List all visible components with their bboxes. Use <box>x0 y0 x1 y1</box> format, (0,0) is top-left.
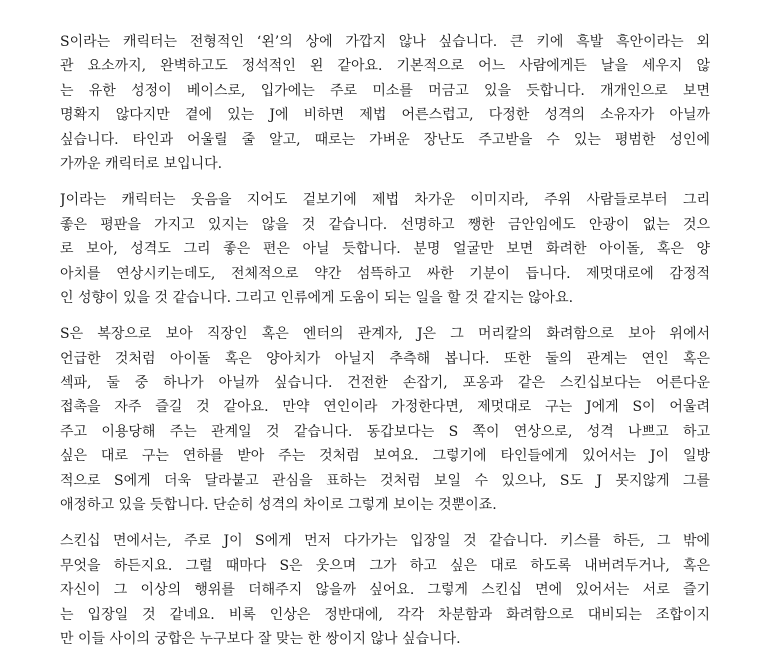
text-line: 가까운 캐릭터로 보입니다. <box>60 155 223 172</box>
text-line: J이라는 캐릭터는 웃음을 지어도 겉보기에 제법 차가운 이미지라, 주위 사람들로부터 그리 <box>60 192 710 209</box>
text-line: 명확지 않다지만 곁에 있는 J에 비하면 제법 어른스럽고, 다정한 성격의 소유자가 아닐까 <box>60 107 710 124</box>
text-line: 만 이들 사이의 궁합은 누구보다 잘 맞는 한 쌍이지 않나 싶습니다. <box>60 630 461 647</box>
paragraph-relationship <box>60 322 710 517</box>
text-line: 스킨십 면에서는, 주로 J이 S에게 먼저 다가가는 입장일 것 같습니다. 키스를 하든, 그 밖에 <box>60 533 710 550</box>
text-line: 아치를 연상시키는데도, 전체적으로 약간 섬뜩하고 싸한 기분이 듭니다. 제멋대로에 감정적 <box>60 265 710 282</box>
text-line: S이라는 캐릭터는 전형적인 ‘왼’의 상에 가깝지 않나 싶습니다. 큰 키에 흑발 흑안이라는 외 <box>60 34 710 50</box>
text-line: 싶습니다. 타인과 어울릴 줄 알고, 때로는 가벼운 장난도 주고받을 수 있는 평범한 성인에 <box>60 131 710 148</box>
text-line: S은 복장으로 보아 직장인 혹은 엔터의 관계자, J은 그 머리칼의 화려함으로 보아 위에서 <box>60 326 710 343</box>
paragraph-skinship <box>60 529 710 651</box>
text-line: 적으로 S에게 더욱 달라붙고 관심을 표하는 것처럼 보일 수 있으나, S도 J 못지않게 그를 <box>60 472 710 489</box>
text-line: 는 유한 성정이 베이스로, 입가에는 주로 미소를 머금고 있을 듯합니다. 개개인으로 보면 <box>60 82 710 99</box>
text-line: 애정하고 있을 듯합니다. 단순히 성격의 차이로 그렇게 보이는 것뿐이죠. <box>60 497 497 514</box>
text-line: 접촉을 자주 즐길 것 같아요. 만약 연인이라 가정한다면, 제멋대로 구는 J에게 S이 어울려 <box>60 399 710 416</box>
text-line: 로 보아, 성격도 그리 좋은 편은 아닐 듯합니다. 분명 얼굴만 보면 화려한 아이돌, 혹은 양 <box>60 241 710 258</box>
text-line: 좋은 평판을 가지고 있지는 않을 것 같습니다. 선명하고 쨍한 금안임에도 안광이 없는 것으 <box>60 216 710 233</box>
text-line: 관 요소까지, 완벽하고도 정석적인 왼 같아요. 기본적으로 어느 사람에게든 날을 세우지 않 <box>60 58 710 75</box>
text-line: 무엇을 하든지요. 그럴 때마다 S은 웃으며 그가 하고 싶은 대로 하도록 내버려두거나, 혹은 <box>60 557 710 574</box>
text-line: 언급한 것처럼 아이돌 혹은 양아치가 아닐지 추측해 봅니다. 또한 둘의 관계는 연인 혹은 <box>60 350 710 367</box>
text-line: 인 성향이 있을 것 같습니다. 그리고 인류에게 도움이 되는 일을 할 것 같지는 않아요. <box>60 289 574 306</box>
text-line: 는 입장일 것 같네요. 비록 인상은 정반대에, 각각 차분함과 화려함으로 대비되는 조합이지 <box>60 606 710 623</box>
paragraph-character-j <box>60 188 710 310</box>
paragraph-character-s <box>60 30 710 176</box>
text-line: 자신이 그 이상의 행위를 더해주지 않을까 싶어요. 그렇게 스킨십 면에 있어서는 서로 즐기 <box>60 582 710 599</box>
text-line: 싶은 대로 구는 연하를 받아 주는 것처럼 보여요. 그렇기에 타인들에게 있어서는 J이 일방 <box>60 448 710 465</box>
text-line: 섹파, 둘 중 하나가 아닐까 싶습니다. 건전한 손잡기, 포옹과 같은 스킨십보다는 어른다운 <box>60 375 710 392</box>
text-line: 주고 이용당해 주는 관계일 것 같습니다. 동갑보다는 S 쪽이 연상으로, 성격 나쁘고 하고 <box>60 423 710 440</box>
document-body <box>60 30 710 663</box>
